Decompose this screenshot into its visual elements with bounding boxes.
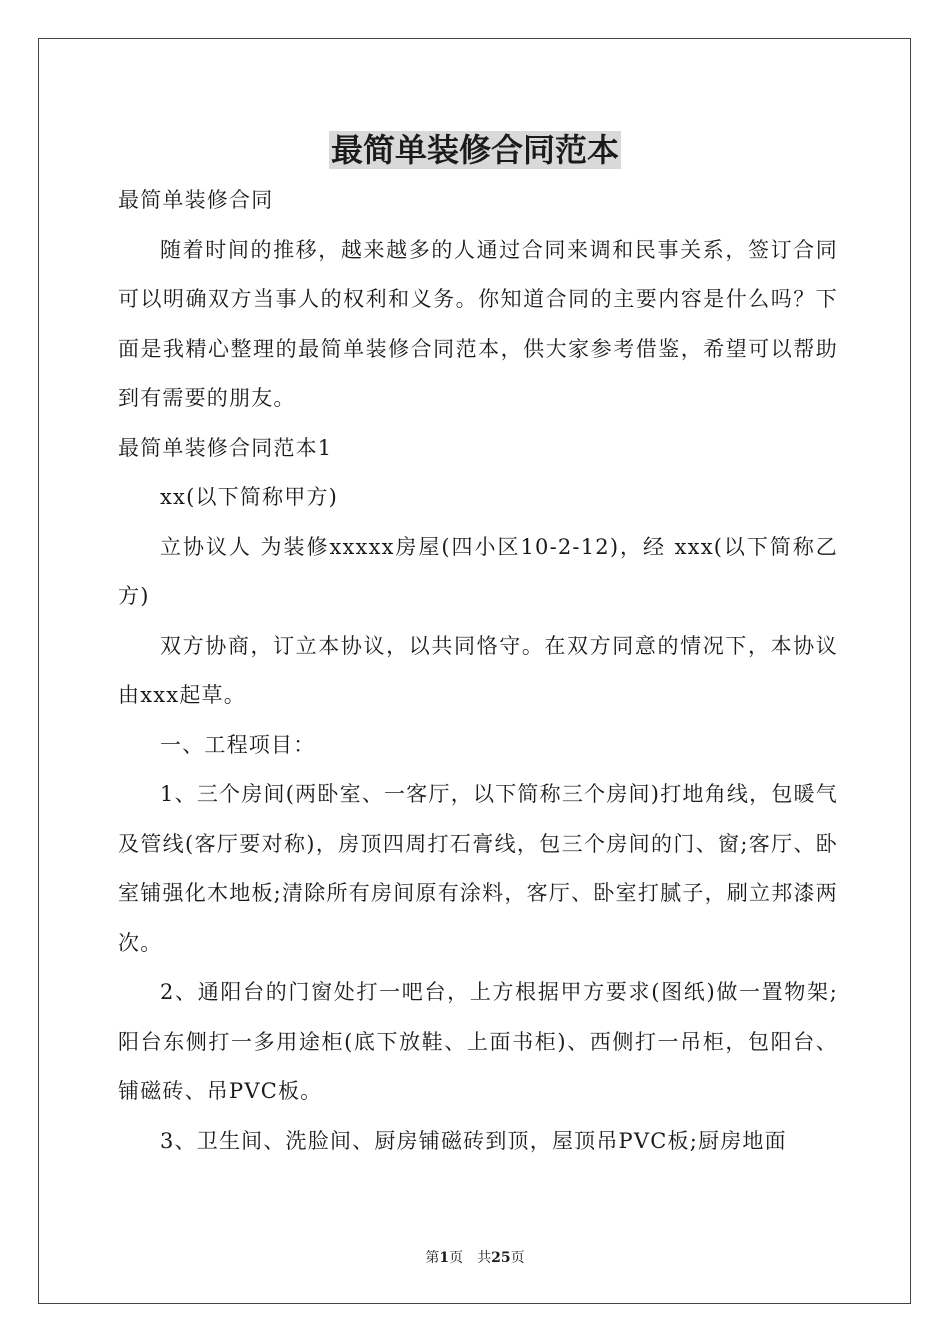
body-paragraph: 一、工程项目：	[160, 732, 316, 757]
document-title-text: 最简单装修合同范本	[330, 131, 619, 169]
body-paragraph: 双方协商，订立本协议，以共同恪守。在双方同意的情况下，本协议由xxx起草。	[118, 633, 838, 707]
document-title	[0, 128, 950, 172]
body-paragraph: xx(以下简称甲方)	[160, 485, 339, 509]
body-paragraph: 3、卫生间、洗脸间、厨房铺磁砖到顶，屋顶吊PVC板;厨房地面	[160, 1128, 787, 1153]
body-paragraph: 随着时间的推移，越来越多的人通过合同来调和民事关系，签订合同可以明确双方当事人的权利和义务。你知道合同的主要内容是什么吗？下面是我精心整理的最简单装修合同范本，供大家参考借鉴，希望可以帮助到有需要的朋友。	[118, 237, 838, 410]
body-paragraph: 1、三个房间(两卧室、一客厅，以下简称三个房间)打地角线，包暖气及管线(客厅要对称)，房顶四周打石膏线，包三个房间的门、窗;客厅、卧室铺强化木地板;清除所有房间原有涂料，客厅、卧室打腻子，刷立邦漆两次。	[118, 782, 838, 955]
body-paragraph: 2、通阳台的门窗处打一吧台，上方根据甲方要求(图纸)做一置物架;阳台东侧打一多用途柜(底下放鞋、上面书柜)、西侧打一吊柜，包阳台、铺磁砖、吊PVC板。	[118, 980, 838, 1103]
footer-suffix: 页	[510, 1250, 525, 1266]
body-paragraph: 最简单装修合同范本1	[118, 435, 333, 460]
footer-prefix: 第	[425, 1250, 440, 1266]
body-paragraph: 最简单装修合同	[118, 188, 274, 212]
body-paragraph: 立协议人 为装修xxxxx房屋(四小区10-2-12)，经 xxx(以下简称乙方)	[118, 534, 838, 608]
document-body	[118, 176, 838, 1166]
footer-mid: 页 共	[449, 1250, 492, 1266]
page-footer	[0, 1248, 950, 1268]
footer-current-page: 1	[439, 1250, 450, 1266]
footer-total-pages: 25	[491, 1250, 511, 1266]
